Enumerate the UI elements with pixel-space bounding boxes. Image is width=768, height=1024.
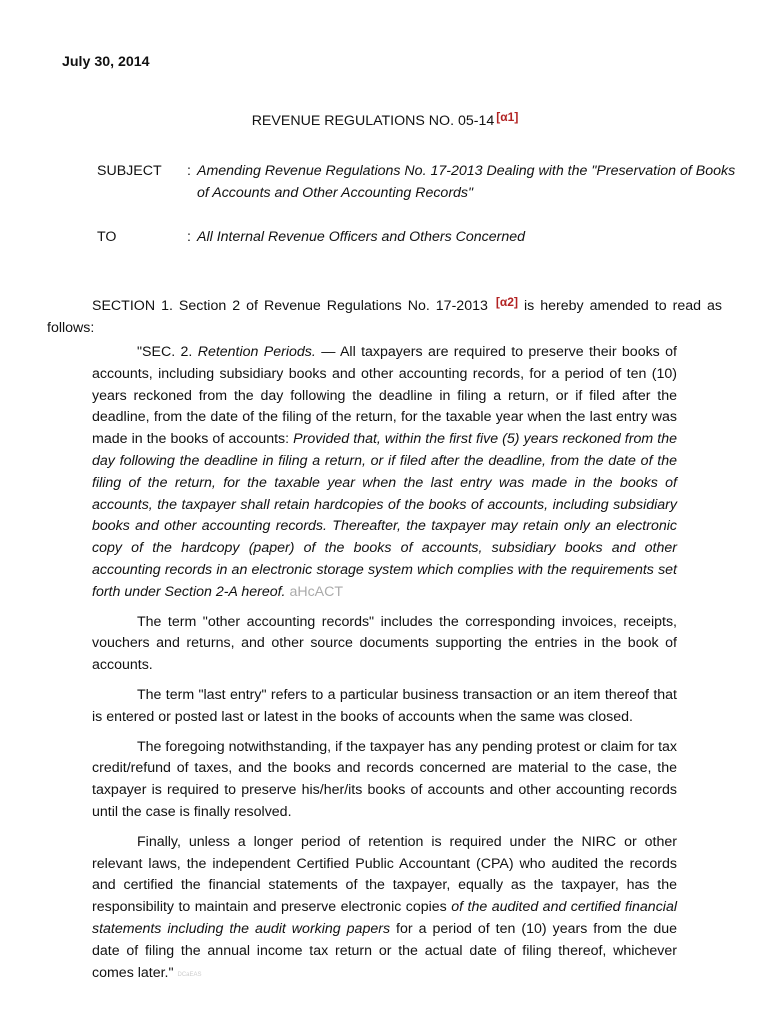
to-row: [97, 226, 737, 248]
subject-row: [97, 160, 737, 204]
cpa-text-start: Finally, unless a longer period of retention is required under the NIRC or other relevant laws, the independent Certified Public Accountant (CPA) who audited the records and certified the financial statements of the taxpayer, equally as the taxpayer, has the responsibility to maintain and preserve electronic copies: [92, 833, 677, 916]
sec2-proviso: Provided that, within the first five (5) years reckoned from the day following the deadline in filing a return, or if filed after the deadline, from the date of the filing of the return, for the taxable year when the last entry was made in the books of accounts, the taxpayer shall retain hardcopies of the books of accounts, including subsidiary books and other accounting records. Thereafter, the taxpayer may retain only an electronic copy of the hardcopy (paper) of the books of accounts, subsidiary books and other accounting records in an electronic storage system which complies with the requirements set forth under Section 2-A hereof.: [92, 431, 677, 600]
subject-label: SUBJECT: [97, 163, 162, 179]
to-label: TO: [97, 229, 117, 245]
sec2-heading: Retention Periods.: [197, 344, 316, 360]
section-1-start: SECTION 1. Section 2 of Revenue Regulations No. 17-2013: [92, 298, 488, 314]
subject-colon: :: [187, 163, 191, 179]
section-1-end: is hereby amended to read as follows:: [47, 298, 722, 336]
section-1-intro: [47, 291, 722, 339]
title-text: REVENUE REGULATIONS NO. 05-14: [251, 113, 495, 129]
paragraph-pending-protest: The foregoing notwithstanding, if the taxpayer has any pending protest or claim for tax credit/refund of taxes, and the books and records concerned are material to the case, the taxpayer is required to preserve his/her/its books of accounts and other accounting records until the case is finally resolved.: [92, 738, 677, 820]
cpa-text-end: for a period of ten (10) years from the due date of filing the annual income tax return or the actual date of filing thereof, whichever comes later.": [92, 920, 678, 981]
cpa-text-italic: of the audited and certified financial statements including the audit working papers: [92, 899, 677, 937]
to-colon: :: [187, 229, 191, 245]
paragraph-cpa-responsibility: [92, 832, 677, 987]
sec2-main-text: — All taxpayers are required to preserve their books of accounts, including subsidiary books and other accounting records, for a period of ten (10) years reckoned from the day following the deadline in filing a return, or if filed after the deadline, from the date of the filing of the return, for the taxable year when the last entry was made in the books of accounts:: [92, 344, 677, 448]
section-1-footnote-link[interactable]: [α2]: [495, 295, 518, 309]
watermark-code: aHcACT: [289, 583, 344, 600]
paragraph-retention-periods: [92, 342, 677, 604]
paragraph-last-entry: The term "last entry" refers to a particular business transaction or an item thereof that is entered or posted last or latest in the books of accounts when the same was closed.: [92, 686, 677, 725]
watermark-code-small: DCaEAS: [177, 971, 202, 978]
subject-value: Amending Revenue Regulations No. 17-2013 Dealing with the "Preservation of Books of Accounts and Other Accounting Records": [197, 163, 736, 201]
document-title: [0, 110, 768, 129]
title-footnote-link[interactable]: [α1]: [496, 110, 519, 124]
document-date: July 30, 2014: [62, 54, 150, 70]
paragraph-other-accounting-records: The term "other accounting records" includes the corresponding invoices, receipts, vouchers and returns, and other source documents supporting the entries in the book of accounts.: [92, 613, 677, 674]
amended-section-text: [92, 342, 677, 994]
to-value: All Internal Revenue Officers and Others Concerned: [197, 229, 526, 245]
sec2-label: "SEC. 2.: [137, 344, 193, 360]
